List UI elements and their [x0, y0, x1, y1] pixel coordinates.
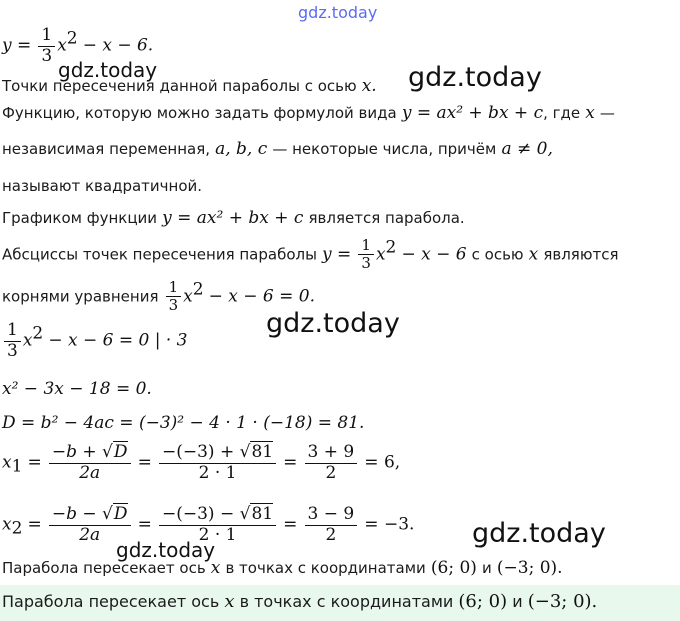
x1-sub: 1: [11, 456, 23, 477]
exp-2: 2: [385, 237, 397, 258]
point-2: (−3; 0).: [496, 558, 563, 578]
def2-text-a: независимая переменная,: [2, 140, 211, 158]
frac-num: −b + √D: [49, 443, 131, 464]
x2-result: = −3.: [364, 514, 415, 535]
answer-point-1: (6; 0): [458, 591, 508, 612]
answer-text-a: Парабола пересекает ось: [2, 592, 220, 611]
answer-text-b: в точках с координатами: [239, 592, 454, 611]
final-text-c: и: [482, 559, 492, 577]
root-x1: [2, 443, 400, 483]
graph-line: [2, 208, 465, 228]
answer-box: [0, 585, 680, 621]
x1-frac-general: [49, 443, 131, 483]
watermark-3: gdz.today: [266, 308, 400, 339]
x1-frac-sub: [159, 443, 276, 483]
x-axis-label: x.: [361, 76, 377, 96]
eq-y: y =: [2, 35, 32, 56]
definition-line-3: [2, 176, 202, 195]
mult-tail: − x − 6 = 0 | · 3: [48, 330, 188, 351]
frac-den: 3: [41, 45, 53, 66]
final-text-b: в точках с координатами: [225, 559, 426, 577]
def-dash: —: [599, 104, 615, 122]
point-1: (6; 0): [430, 558, 477, 578]
eq-sign: =: [137, 452, 152, 473]
frac-den: 3: [7, 340, 18, 361]
abs-x-axis: x: [528, 244, 539, 265]
roots-x: x: [183, 286, 193, 307]
answer-text-c: и: [512, 592, 523, 611]
exp-2: 2: [66, 28, 78, 49]
frac-num: 1: [166, 279, 182, 297]
def2-text-b: — некоторые числа, причём: [272, 140, 497, 158]
frac-num: 1: [358, 237, 374, 255]
graph-formula: y = ax² + bx + c: [162, 208, 304, 228]
def-text-b: , где: [543, 104, 581, 122]
eq-sign: =: [283, 514, 298, 535]
def3-text: называют квадратичной.: [2, 177, 203, 195]
watermark-top: gdz.today: [298, 3, 378, 22]
x2-sub: 2: [11, 518, 23, 539]
graph-text-a: Графиком функции: [2, 209, 158, 227]
watermark-2: gdz.today: [408, 62, 542, 93]
abs-eq-y: y =: [322, 244, 352, 265]
roots-text: корнями уравнения: [2, 287, 159, 306]
frac-den: 2 · 1: [198, 462, 237, 483]
points-intro-text: Точки пересечения данной параболы с осью: [2, 77, 357, 95]
abscissas-line: [2, 237, 618, 273]
mult-fraction: [4, 321, 21, 361]
frac-num: 1: [38, 26, 55, 47]
frac-num: 3 + 9: [305, 443, 358, 464]
eq-sign: =: [27, 452, 42, 473]
watermark-4: gdz.today: [472, 518, 606, 549]
answer-x: x: [224, 591, 235, 612]
general-form: y = ax² + bx + c: [401, 103, 544, 123]
frac-den: 2: [325, 524, 337, 545]
abs-text-a: Абсциссы точек пересечения параболы: [2, 245, 317, 264]
abs-x: x: [375, 244, 386, 265]
x-var: x: [57, 35, 67, 56]
fraction-one-third: [38, 26, 55, 66]
frac-num: 1: [4, 321, 21, 342]
frac-num: −(−3) + √81: [159, 443, 276, 464]
abs-tail: − x − 6: [401, 244, 467, 265]
abs-fraction: [358, 237, 374, 273]
x2-var: x: [2, 514, 12, 535]
frac-num: −(−3) − √81: [159, 505, 276, 526]
frac-den: 2 · 1: [198, 524, 237, 545]
graph-text-b: является парабола.: [308, 209, 465, 227]
roots-tail: − x − 6 = 0.: [208, 286, 315, 307]
abs-text-c: являются: [543, 245, 619, 264]
mult-x: x: [22, 330, 33, 351]
frac-den: 2a: [79, 524, 101, 545]
frac-den: 2a: [79, 462, 101, 483]
answer-point-2: (−3; 0).: [527, 591, 598, 612]
eq-sign: =: [283, 452, 298, 473]
x2-frac-num: [305, 505, 358, 545]
exp-2: 2: [32, 323, 44, 344]
abs-text-b: с осью: [471, 245, 524, 264]
answer-line: [2, 591, 597, 612]
definition-line-2: [2, 139, 553, 159]
eq-tail: − x − 6.: [82, 35, 154, 56]
eq-sign: =: [137, 514, 152, 535]
def-text-a: Функцию, которую можно задать формулой вида: [2, 104, 397, 122]
discriminant: D = b² − 4ac = (−3)² − 4 · 1 · (−18) = 81.: [2, 413, 365, 433]
x1-var: x: [2, 452, 12, 473]
exp-2: 2: [192, 279, 204, 300]
eq-sign: =: [27, 514, 42, 535]
abc-vars: a, b, c: [215, 139, 268, 159]
quadratic-equation: x² − 3x − 18 = 0.: [2, 379, 152, 399]
roots-fraction: [166, 279, 182, 315]
watermark-5: gdz.today: [116, 538, 216, 562]
final-x: x: [210, 558, 221, 578]
frac-den: 3: [168, 296, 179, 315]
a-neq-zero: a ≠ 0,: [501, 139, 553, 159]
x-var-def: x: [585, 103, 595, 123]
x1-frac-num: [305, 443, 358, 483]
final-text-a: Парабола пересекает ось: [2, 559, 206, 577]
frac-den: 2: [325, 462, 337, 483]
frac-num: 3 − 9: [305, 505, 358, 526]
watermark-1: gdz.today: [58, 58, 158, 82]
x1-result: = 6,: [364, 452, 401, 473]
final-line: [2, 558, 563, 578]
points-intro-line: [2, 76, 377, 96]
frac-num: −b − √D: [49, 505, 131, 526]
definition-line-1: [2, 103, 615, 123]
multiply-step: [2, 321, 187, 361]
frac-den: 3: [361, 254, 371, 273]
